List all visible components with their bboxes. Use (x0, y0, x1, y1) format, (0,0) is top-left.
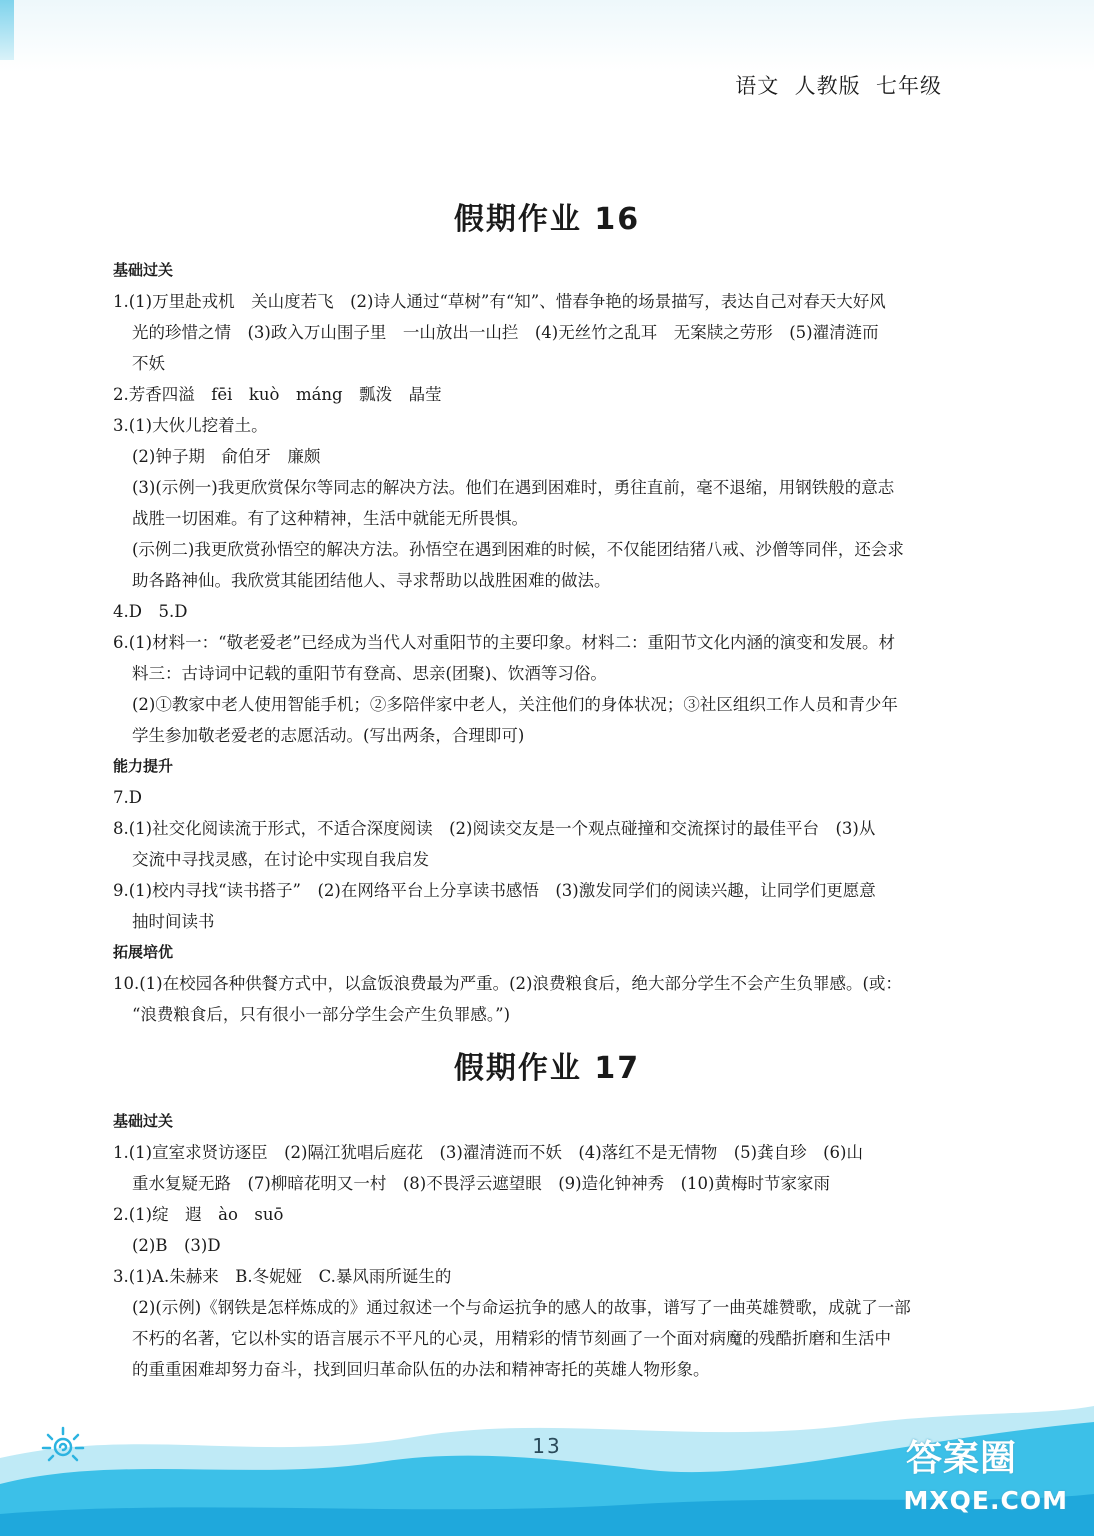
section-title-16: 假期作业 16 (453, 202, 641, 237)
answer-block-16 (113, 255, 975, 1030)
answer-line: 重水复疑无路 (7)柳暗花明又一村 (8)不畏浮云遮望眼 (9)造化钟神秀 (10)黄梅时节家家雨 (132, 1174, 830, 1193)
answer-block-17 (113, 1106, 975, 1385)
page-number: 13 (532, 1434, 562, 1458)
answer-line: 不妖 (132, 354, 165, 373)
answer-line: 10.(1)在校园各种供餐方式中，以盒饭浪费最为严重。(2)浪费粮食后，绝大部分学生不会产生负罪感。(或： (113, 974, 902, 993)
header-strip (0, 0, 14, 60)
answer-line: 2.芳香四溢 fēi kuò máng 瓢泼 晶莹 (113, 385, 442, 404)
answer-line: “浪费粮食后，只有很小一部分学生会产生负罪感。”) (132, 1005, 511, 1024)
answer-line: 2.(1)绽 遐 ào suō (113, 1205, 284, 1224)
answer-line: 不朽的名著，它以朴实的语言展示不平凡的心灵，用精彩的情节刻画了一个面对病魔的残酷折磨和生活中 (132, 1329, 891, 1348)
watermark (880, 1426, 1080, 1532)
answer-line: (2)B (3)D (132, 1236, 221, 1255)
answer-line: (示例二)我更欣赏孙悟空的解决方法。孙悟空在遇到困难的时候，不仅能团结猪八戒、沙僧等同伴，还会求 (132, 540, 904, 559)
answer-line: 3.(1)大伙儿挖着土。 (113, 416, 268, 435)
watermark-url: MXQE.COM (903, 1486, 1068, 1515)
answer-line: (2)①教家中老人使用智能手机；②多陪伴家中老人，关注他们的身体状况；③社区组织工作人员和青少年 (132, 695, 898, 714)
section-heading: 拓展培优 (113, 943, 174, 961)
section-heading: 基础过关 (113, 261, 174, 279)
header-band (0, 0, 1094, 72)
answer-line: 7.D (113, 788, 142, 807)
answer-line: 光的珍惜之情 (3)政入万山围子里 一山放出一山拦 (4)无丝竹之乱耳 无案牍之劳形 (5)濯清涟而 (132, 323, 879, 342)
answer-line: 1.(1)万里赴戎机 关山度若飞 (2)诗人通过“草树”有“知”、惜春争艳的场景描写，表达自己对春天大好风 (113, 292, 886, 311)
watermark-logo: 答案圈 (906, 1438, 1018, 1479)
answer-line: 料三：古诗词中记载的重阳节有登高、思亲(团聚)、饮酒等习俗。 (132, 664, 607, 683)
answer-line: 学生参加敬老爱老的志愿活动。(写出两条，合理即可) (132, 726, 525, 745)
section-title-17: 假期作业 17 (453, 1051, 641, 1086)
book-label: 语文 人教版 七年级 (735, 74, 942, 98)
answer-line: 的重重困难却努力奋斗，找到回归革命队伍的办法和精神寄托的英雄人物形象。 (132, 1360, 710, 1379)
section-heading: 能力提升 (113, 757, 174, 775)
section-heading: 基础过关 (113, 1112, 174, 1130)
answer-line: 8.(1)社交化阅读流于形式，不适合深度阅读 (2)阅读交友是一个观点碰撞和交流探讨的最佳平台 (3)从 (113, 819, 876, 838)
answer-line: 助各路神仙。我欣赏其能团结他人、寻求帮助以战胜困难的做法。 (132, 571, 611, 590)
answer-line: 3.(1)A.朱赫来 B.冬妮娅 C.暴风雨所诞生的 (113, 1267, 452, 1286)
answer-line: (3)(示例一)我更欣赏保尔等同志的解决方法。他们在遇到困难时，勇往直前，毫不退缩，用钢铁般的意志 (132, 478, 895, 497)
answer-line: 交流中寻找灵感，在讨论中实现自我启发 (132, 850, 429, 869)
answer-line: 4.D 5.D (113, 602, 188, 621)
answer-line: (2)钟子期 俞伯牙 廉颇 (132, 447, 321, 466)
answer-line: 6.(1)材料一：“敬老爱老”已经成为当代人对重阳节的主要印象。材料二：重阳节文化内涵的演变和发展。材 (113, 633, 895, 652)
answer-line: 1.(1)宣室求贤访逐臣 (2)隔江犹唱后庭花 (3)濯清涟而不妖 (4)落红不是无情物 (5)龚自珍 (6)山 (113, 1143, 863, 1162)
answer-line: 9.(1)校内寻找“读书搭子” (2)在网络平台上分享读书感悟 (3)激发同学们的阅读兴趣，让同学们更愿意 (113, 881, 876, 900)
answer-line: 战胜一切困难。有了这种精神，生活中就能无所畏惧。 (132, 509, 528, 528)
answer-line: 抽时间读书 (132, 912, 215, 931)
answer-line: (2)(示例)《钢铁是怎样炼成的》通过叙述一个与命运抗争的感人的故事，谱写了一曲英雄赞歌，成就了一部 (132, 1298, 911, 1317)
